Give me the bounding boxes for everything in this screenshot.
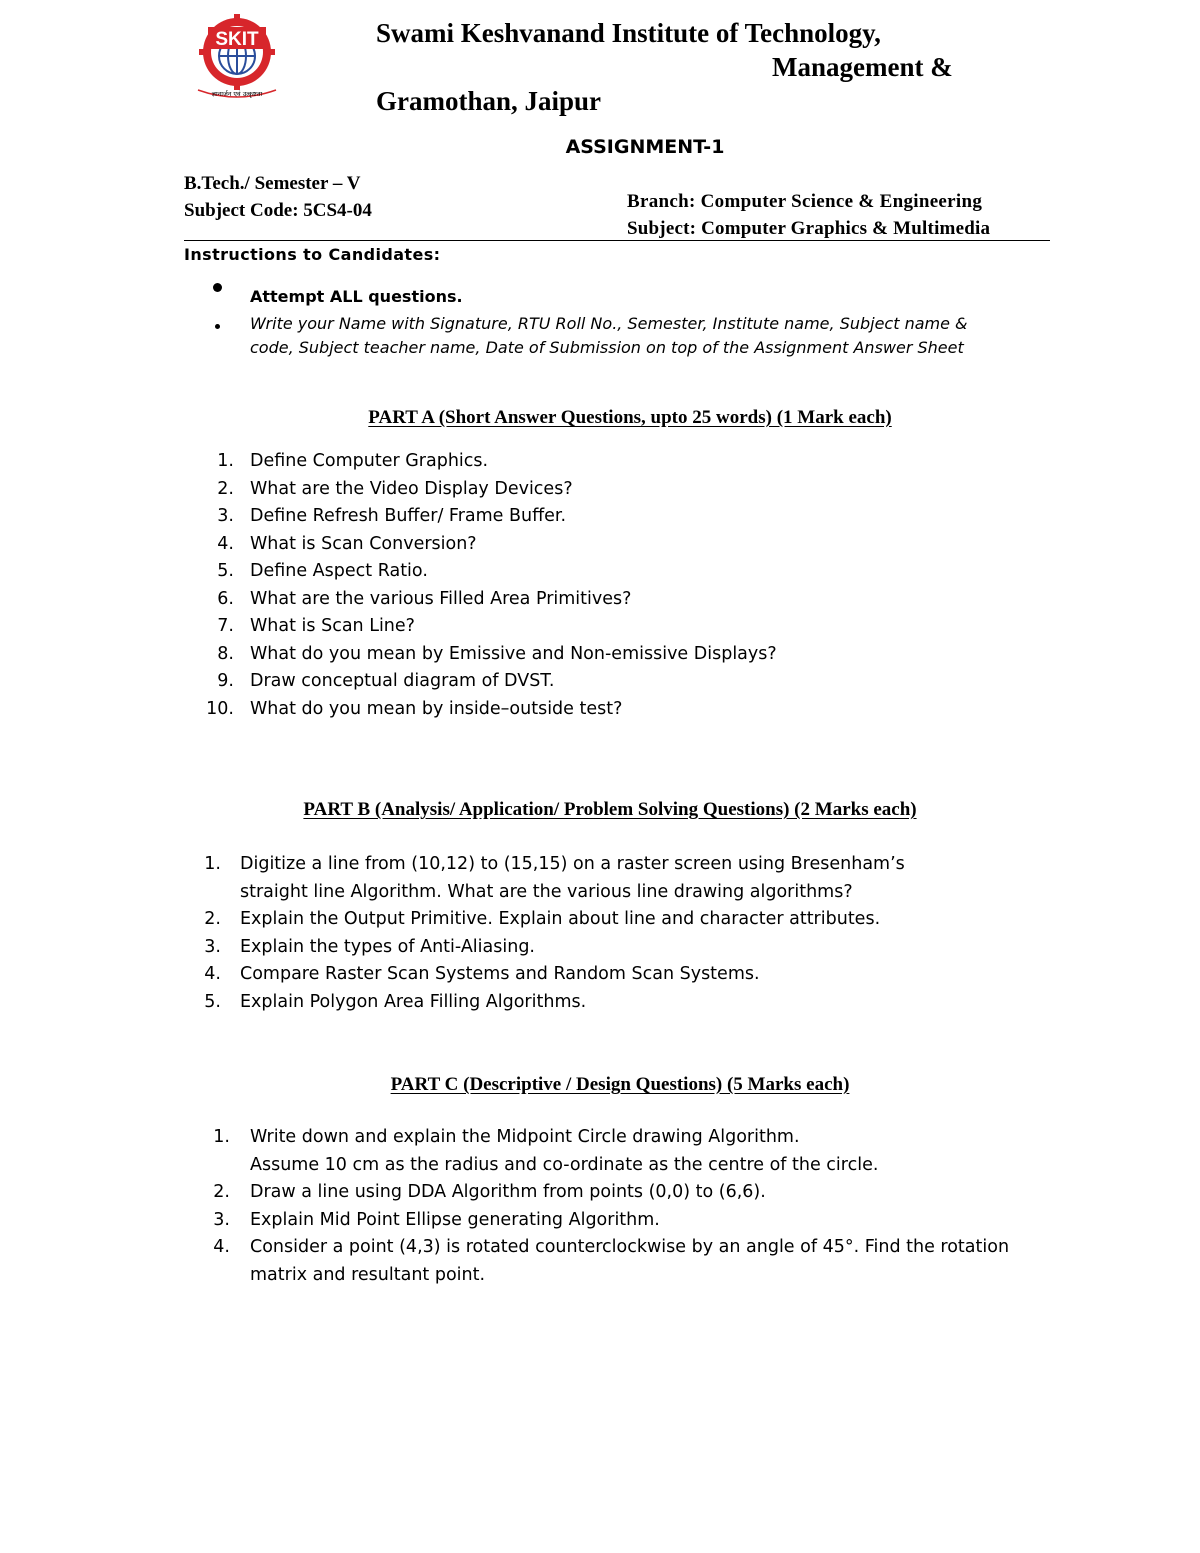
question-item (203, 989, 905, 1017)
question-number: 1. (213, 1127, 230, 1147)
instructions-heading: Instructions to Candidates: (184, 245, 441, 264)
question-number: 8. (217, 643, 234, 664)
question-text: Define Computer Graphics. (250, 451, 489, 471)
instruction-item: Write your Name with Signature, RTU Roll No., Semester, Institute name, Subject name & code, Subject teacher name, Date of Submission on top of the Assignment Answer Sheet (250, 314, 968, 357)
question-text: What are the Video Display Devices? (250, 478, 573, 499)
institute-name-line3: Gramothan, Jaipur (376, 86, 602, 116)
question-item (212, 1179, 1020, 1207)
question-text: Define Aspect Ratio. (250, 561, 428, 581)
header-divider (184, 240, 1050, 241)
question-number: 3. (204, 936, 221, 957)
question-number: 4. (217, 533, 234, 554)
question-number: 10. (206, 698, 234, 719)
question-item (212, 1234, 1020, 1289)
question-text: What are the various Filled Area Primitives? (250, 588, 632, 609)
subject-label: Subject: Computer Graphics & Multimedia (627, 218, 991, 239)
question-number: 3. (213, 1209, 230, 1230)
skit-logo-graphic (192, 12, 282, 102)
semester-label: B.Tech./ Semester – V (184, 173, 361, 194)
question-text: Define Refresh Buffer/ Frame Buffer. (250, 506, 567, 526)
subject-code: Subject Code: 5CS4-04 (184, 200, 372, 221)
branch-label: Branch: Computer Science & Engineering (627, 191, 983, 212)
logo-motto: ज्ञानार्जन एवं उत्कृष्टता (211, 90, 263, 98)
institute-name-line1: Swami Keshvanand Institute of Technology, (376, 18, 881, 48)
question-text: Compare Raster Scan Systems and Random Scan Systems. (240, 964, 760, 984)
logo-text: SKIT (215, 29, 259, 50)
question-number: 6. (217, 588, 234, 609)
question-text: Explain the types of Anti-Aliasing. (240, 936, 535, 957)
question-number: 1. (217, 451, 234, 471)
part-b-heading: PART B (Analysis/ Application/ Problem Solving Questions) (2 Marks each) (303, 799, 917, 820)
institute-name-line2: Management & (772, 52, 953, 82)
question-text: Explain Mid Point Ellipse generating Algorithm. (250, 1209, 660, 1230)
instruction-item: Attempt ALL questions. (250, 287, 463, 306)
question-text: Draw a line using DDA Algorithm from points (0,0) to (6,6). (250, 1182, 766, 1202)
question-text: Explain the Output Primitive. Explain about line and character attributes. (240, 909, 881, 929)
question-number: 7. (217, 616, 234, 636)
question-number: 2. (213, 1182, 230, 1202)
question-text: Consider a point (4,3) is rotated counterclockwise by an angle of 45°. Find the rotation matrix and resultant point. (250, 1237, 1010, 1285)
question-item (203, 934, 905, 962)
question-number: 4. (204, 964, 221, 984)
question-item (203, 851, 905, 906)
part-c-questions (212, 1124, 1020, 1289)
question-text: What is Scan Line? (250, 616, 415, 636)
question-number: 2. (204, 909, 221, 929)
question-item (212, 1207, 1020, 1235)
question-text: What is Scan Conversion? (250, 533, 477, 554)
question-number: 3. (217, 506, 234, 526)
bullet-icon (215, 324, 220, 329)
question-item (212, 1124, 1020, 1179)
question-number: 9. (217, 671, 234, 691)
part-a-heading: PART A (Short Answer Questions, upto 25 words) (1 Mark each) (368, 407, 892, 428)
part-b-questions (203, 851, 905, 1016)
question-text: Explain Polygon Area Filling Algorithms. (240, 991, 587, 1012)
assignment-title: ASSIGNMENT-1 (565, 136, 725, 158)
question-text: What do you mean by inside–outside test? (250, 698, 623, 719)
question-item (203, 961, 905, 989)
question-text: Draw conceptual diagram of DVST. (250, 671, 555, 691)
question-number: 2. (217, 478, 234, 499)
institute-logo (192, 12, 282, 102)
question-text: Digitize a line from (10,12) to (15,15) on a raster screen using Bresenham’s straight line Algorithm. What are the various line drawing algorithms? (240, 854, 905, 902)
question-number: 1. (204, 854, 221, 874)
question-item (203, 906, 905, 934)
question-text: What do you mean by Emissive and Non-emissive Displays? (250, 643, 777, 664)
question-number: 5. (217, 561, 234, 581)
bullet-icon (213, 283, 222, 292)
question-number: 5. (204, 991, 221, 1012)
part-c-heading: PART C (Descriptive / Design Questions) (5 Marks each) (390, 1074, 850, 1095)
question-text: Write down and explain the Midpoint Circle drawing Algorithm. Assume 10 cm as the radius and co-ordinate as the centre of the circle. (250, 1127, 879, 1175)
question-number: 4. (213, 1237, 230, 1257)
